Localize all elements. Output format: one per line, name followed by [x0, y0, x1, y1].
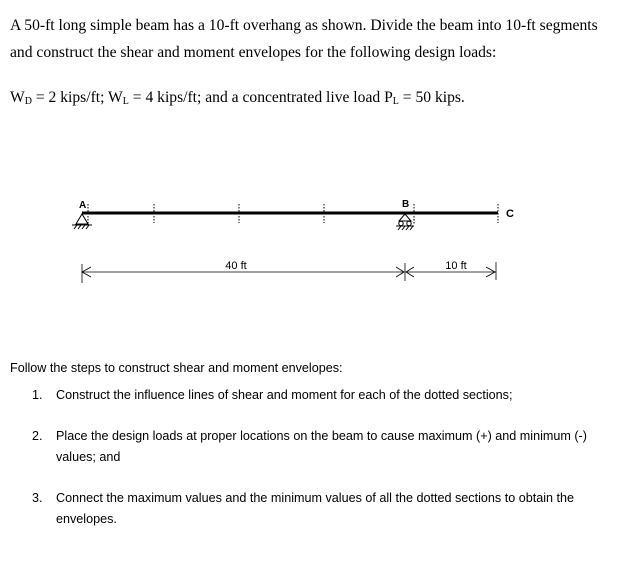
wl-subscript: L	[122, 96, 129, 107]
step-text: Connect the maximum values and the minimum values of all the dotted sections to obtain the envelopes.	[56, 491, 575, 526]
dimension-lines	[82, 262, 496, 283]
pl-value: = 50 kips.	[398, 89, 465, 106]
support-b-label: B	[402, 199, 410, 210]
list-item	[10, 385, 622, 406]
wl-letter: W	[108, 89, 123, 106]
support-a-label: A	[79, 200, 87, 211]
problem-text: A 50-ft long simple beam has a 10-ft overhang as shown. Divide the beam into 10-ft segments and construct the shear and moment envelopes for the following design loads:	[10, 17, 598, 61]
wd-value: = 2 kips/ft;	[31, 89, 109, 106]
steps-list	[10, 385, 622, 530]
list-item	[10, 426, 622, 468]
design-loads	[10, 84, 622, 111]
roller-support-b	[396, 214, 414, 230]
instructions-intro: Follow the steps to construct shear and moment envelopes:	[10, 361, 343, 375]
wd-letter: W	[10, 89, 25, 106]
step-number: 2.	[32, 429, 43, 443]
pl-letter: P	[384, 89, 393, 106]
step-number: 3.	[32, 491, 43, 505]
dimension-40ft-label: 40 ft	[225, 260, 247, 272]
pin-support-a	[72, 214, 92, 229]
step-number: 1.	[32, 388, 43, 402]
wl-value: = 4 kips/ft; and a concentrated live load	[128, 89, 385, 106]
wd-subscript: D	[24, 96, 32, 107]
list-item	[10, 488, 622, 530]
problem-statement	[10, 12, 622, 111]
dimension-10ft-label: 10 ft	[445, 260, 467, 272]
instructions	[10, 358, 622, 550]
step-text: Place the design loads at proper locations on the beam to cause maximum (+) and minimum (-) values; and	[56, 429, 587, 464]
step-text: Construct the influence lines of shear and moment for each of the dotted sections;	[56, 388, 513, 402]
beam-diagram	[0, 180, 629, 300]
end-c-label: C	[506, 208, 514, 220]
pl-subscript: L	[392, 96, 399, 107]
